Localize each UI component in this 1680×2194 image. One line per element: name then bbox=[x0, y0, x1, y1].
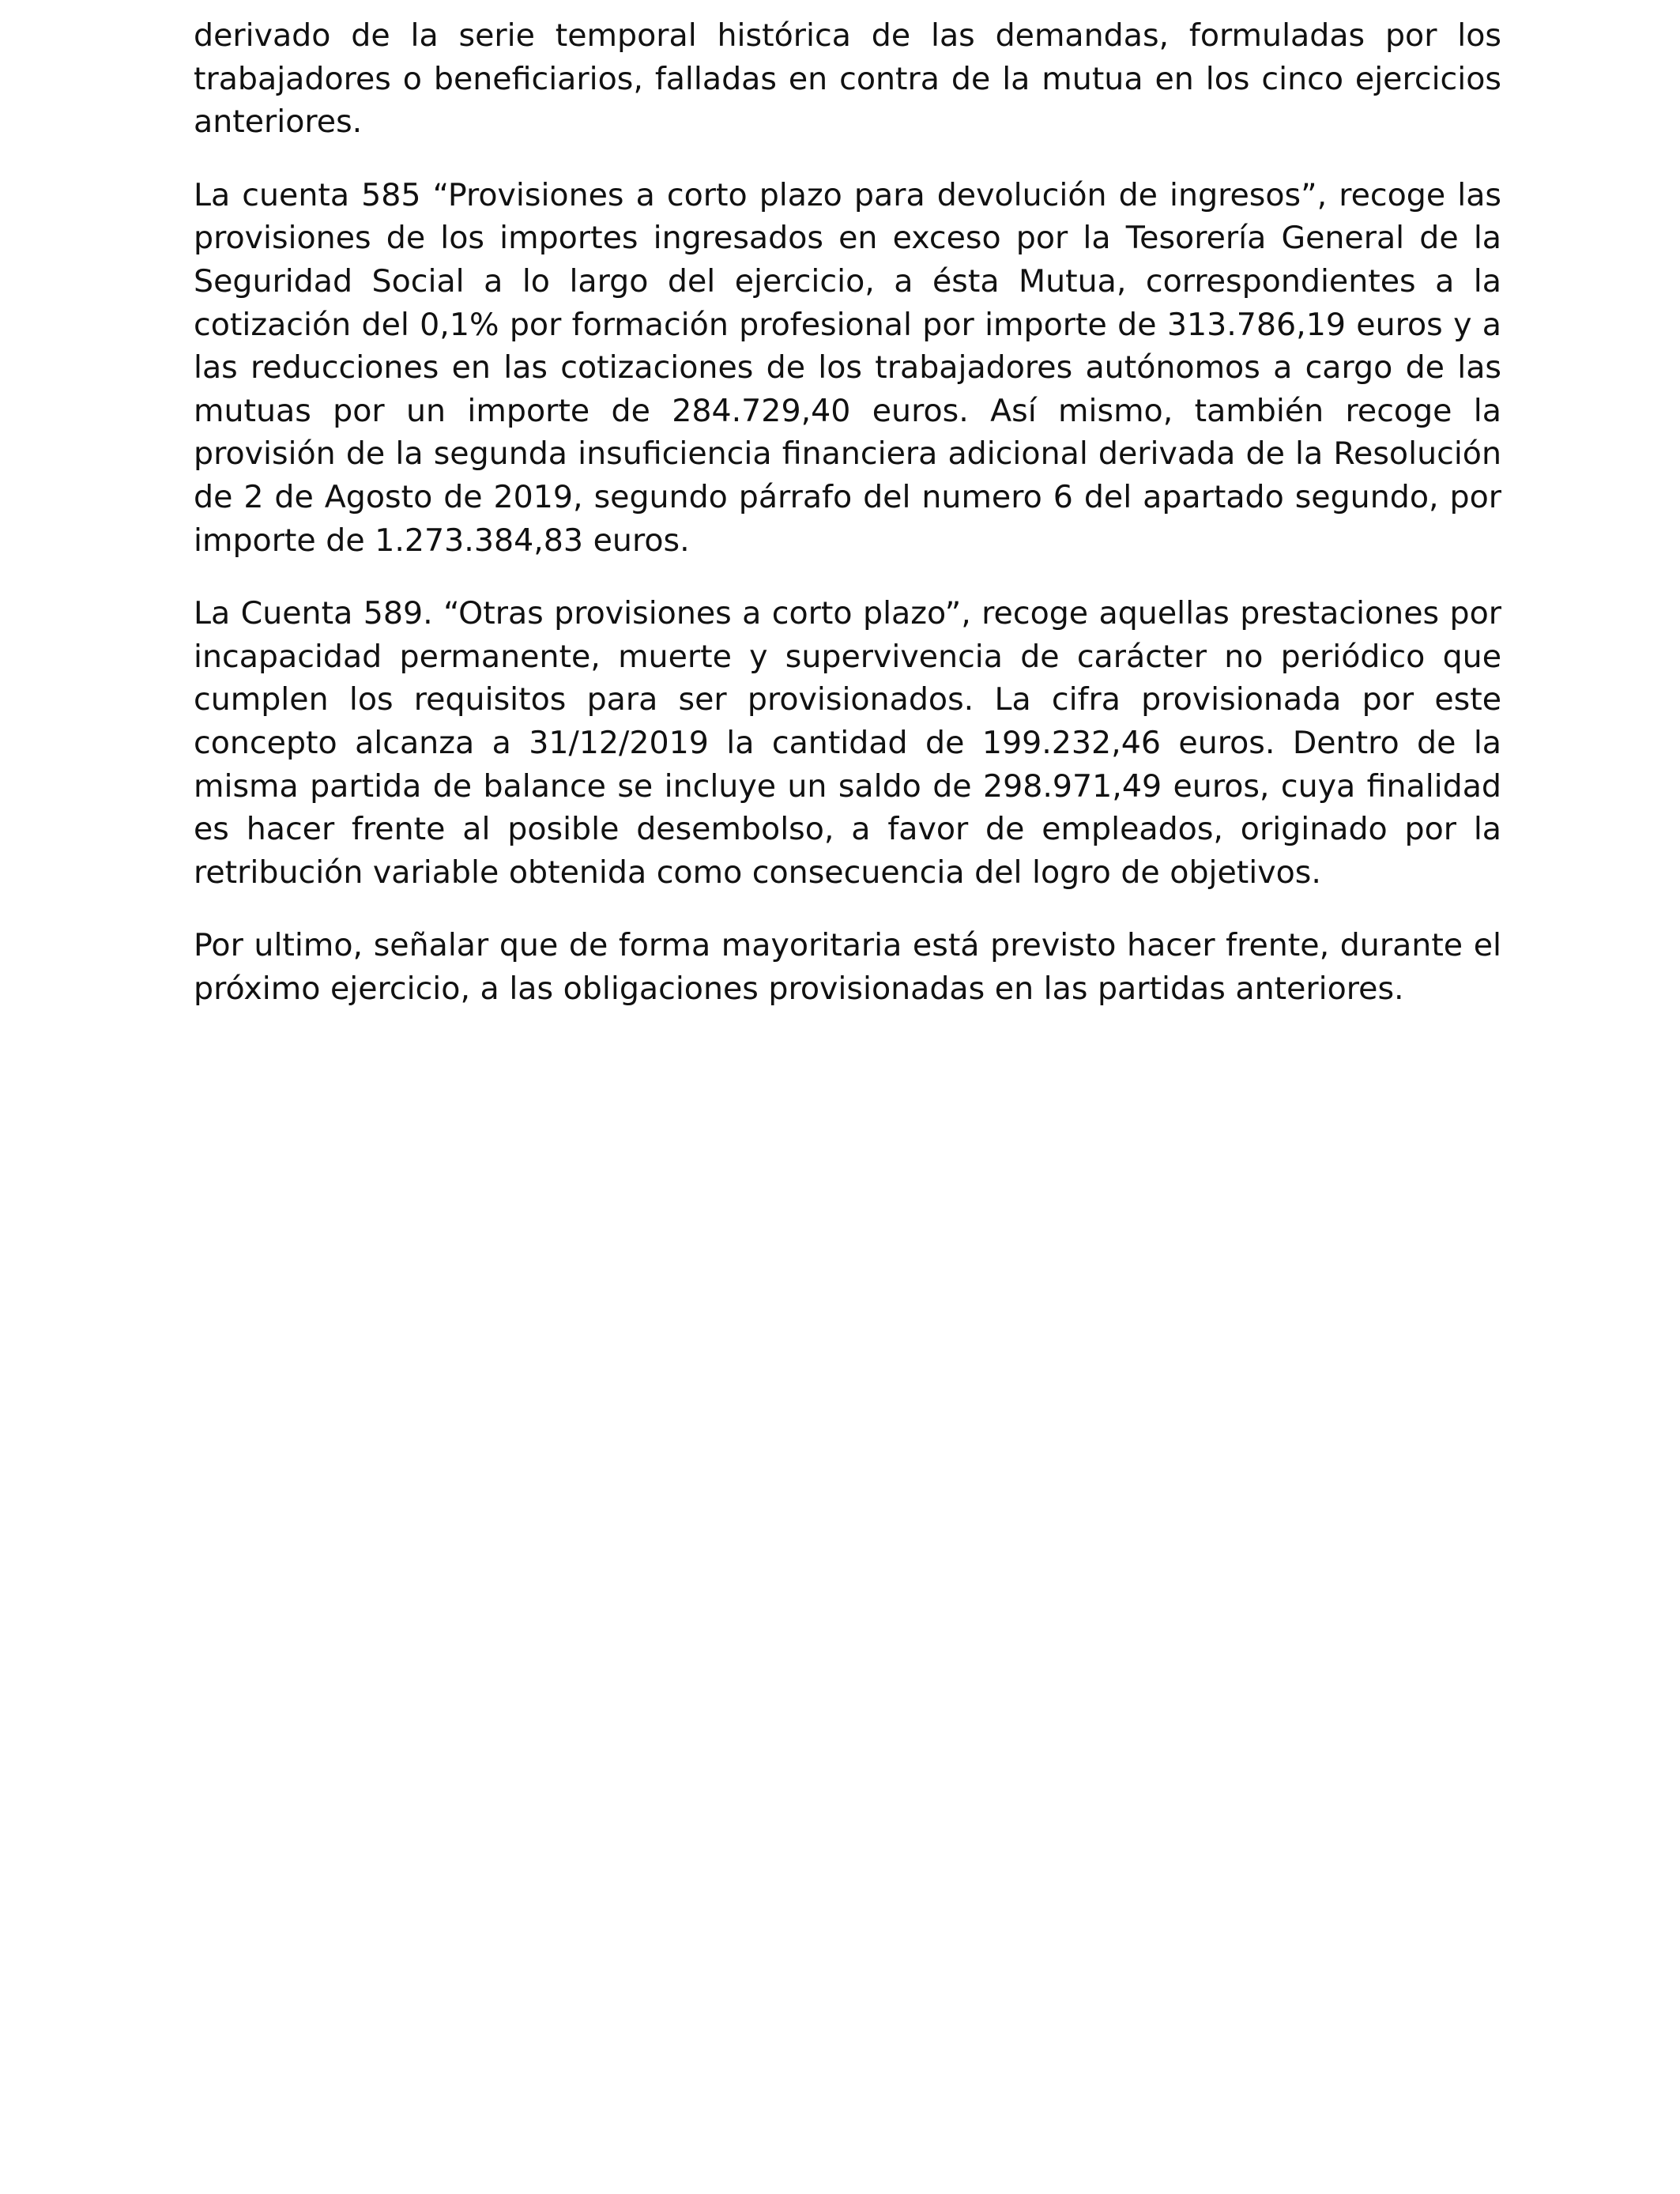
paragraph-demandas: derivado de la serie temporal histórica de las demandas, formuladas por los trabajadores o beneficiarios, falladas en contra de la mutua en los cinco ejercicios anteriores. bbox=[194, 17, 1501, 141]
paragraph-cuenta-589: La Cuenta 589. “Otras provisiones a corto plazo”, recoge aquellas prestaciones por incapacidad permanente, muerte y supervivencia de carácter no periódico que cumplen los requisitos para ser provisionados. La cifra provisionada por este concepto alcanza a 31/12/2019 la cantidad de 199.232,46 euros. Dentro de la misma partida de balance se incluye un saldo de 298.971,49 euros, cuya finalidad es hacer frente al posible desembolso, a favor de empleados, originado por la retribución variable obtenida como consecuencia del logro de objetivos. bbox=[194, 595, 1501, 891]
paragraph-conclusion: Por ultimo, señalar que de forma mayoritaria está previsto hacer frente, durante el próximo ejercicio, a las obligaciones provisionadas en las partidas anteriores. bbox=[194, 927, 1501, 1007]
document-body bbox=[194, 14, 1501, 1040]
paragraph-cuenta-585: La cuenta 585 “Provisiones a corto plazo para devolución de ingresos”, recoge las provisiones de los importes ingresados en exceso por la Tesorería General de la Seguridad Social a lo largo del ejercicio, a ésta Mutua, correspondientes a la cotización del 0,1% por formación profesional por importe de 313.786,19 euros y a las reducciones en las cotizaciones de los trabajadores autónomos a cargo de las mutuas por un importe de 284.729,40 euros. Así mismo, también recoge la provisión de la segunda insuficiencia financiera adicional derivada de la Resolución de 2 de Agosto de 2019, segundo párrafo del numero 6 del apartado segundo, por importe de 1.273.384,83 euros. bbox=[194, 176, 1501, 559]
